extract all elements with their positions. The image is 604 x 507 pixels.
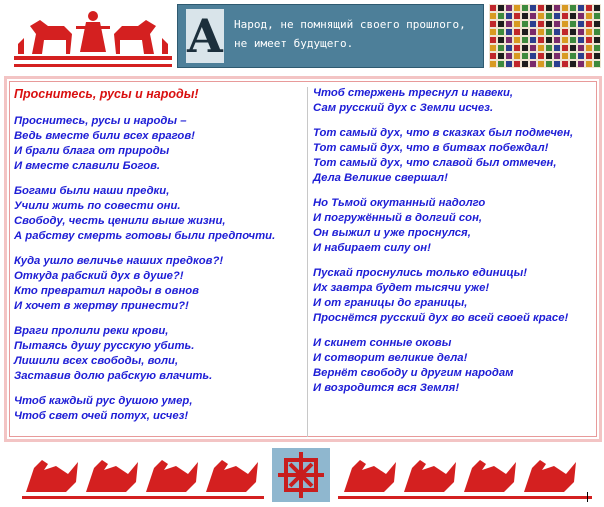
stanza (313, 266, 597, 326)
poem-line: И хочет в жертву принести?! (14, 300, 189, 312)
poem-line: Сам русский дух с Земли исчез. (313, 102, 494, 114)
poem-line: И набирает силу он! (313, 242, 431, 254)
poem-line: Враги пролили реки крови, (14, 325, 169, 337)
poem-line: И от границы до границы, (313, 297, 468, 309)
poem-line: Кто превратил народы в овнов (14, 285, 199, 297)
banner-line-2: не имеет будущего. (234, 37, 354, 50)
poem-line: Чтоб каждый рус душою умер, (14, 395, 193, 407)
poem-line: Заставив долю рабскую влачить. (14, 370, 213, 382)
stanza (313, 336, 597, 396)
poem-sheet (4, 76, 602, 442)
poem-line: Дела Великие свершал! (313, 172, 448, 184)
stanza (14, 324, 306, 384)
poem-line: И возродится вся Земля! (313, 382, 460, 394)
column-divider (307, 87, 308, 437)
stanza (14, 184, 306, 244)
poem-line: Он выжил и уже проснулся, (313, 227, 471, 239)
embroidery-birds-border-icon (22, 448, 592, 504)
poem-line: Тот самый дух, что в битвах побеждал! (313, 142, 549, 154)
poem-right-column (313, 86, 597, 406)
poem-line: И погружённый в долгий сон, (313, 212, 483, 224)
poem-line: Свободу, честь ценили выше жизни, (14, 215, 226, 227)
poem-line: Пытаясь душу русскую убить. (14, 340, 195, 352)
stanza (14, 254, 306, 314)
motto-banner (177, 4, 484, 68)
banner-letter-glyph: А (186, 9, 224, 63)
poem-line: Тот самый дух, что в сказках был подмечен, (313, 127, 574, 139)
poem-line: Тот самый дух, что славой был отмечен, (313, 157, 557, 169)
poem-line: Вернёт свободу и другим народам (313, 367, 514, 379)
poem-line: Куда ушло величье наших предков?! (14, 255, 224, 267)
poem-line: Чтоб стержень треснул и навеки, (313, 87, 514, 99)
poem-line: И вместе славили Богов. (14, 160, 161, 172)
poem-line: А рабству смерть готовы были предпочти. (14, 230, 276, 242)
poem-line: Лишили всех свободы, воли, (14, 355, 179, 367)
poem-line: Их завтра будет тысячи уже! (313, 282, 490, 294)
slavic-cross-symbol-icon (272, 448, 330, 502)
poem-line: Богами были наши предки, (14, 185, 170, 197)
stanza (14, 114, 306, 174)
banner-motto (234, 15, 478, 53)
poem-line: Проснётся русский дух во всей своей красе! (313, 312, 569, 324)
poem-line: Учили жить по совести они. (14, 200, 181, 212)
poem-line: Откуда рабский дух в душе?! (14, 270, 184, 282)
poem-line: И сотворит великие дела! (313, 352, 468, 364)
poem-line: Пускай проснулись только единицы! (313, 267, 528, 279)
text-cursor (587, 492, 588, 502)
stanza (14, 394, 306, 424)
poem-title: Проснитесь, русы и народы! (14, 87, 199, 101)
stanza (313, 86, 597, 116)
folk-embroidery-horses-icon (14, 4, 172, 70)
poem-line: И брали блага от природы (14, 145, 170, 157)
left-stanzas (14, 114, 306, 424)
poem-line: И скинет сонные оковы (313, 337, 452, 349)
poem-line: Чтоб свет очей потух, исчез! (14, 410, 189, 422)
poem-line: Ведь вместе били всех врагов! (14, 130, 195, 142)
poem-left-column (14, 86, 306, 434)
stanza (313, 196, 597, 256)
banner-line-1: Народ, не помнящий своего прошлого, (234, 18, 466, 31)
poem-line: Но Тьмой окутанный надолго (313, 197, 486, 209)
poem-line: Проснитесь, русы и народы – (14, 115, 187, 127)
right-stanzas (313, 86, 597, 396)
embroidery-patterns-grid-icon (489, 4, 601, 68)
stanza (313, 126, 597, 186)
